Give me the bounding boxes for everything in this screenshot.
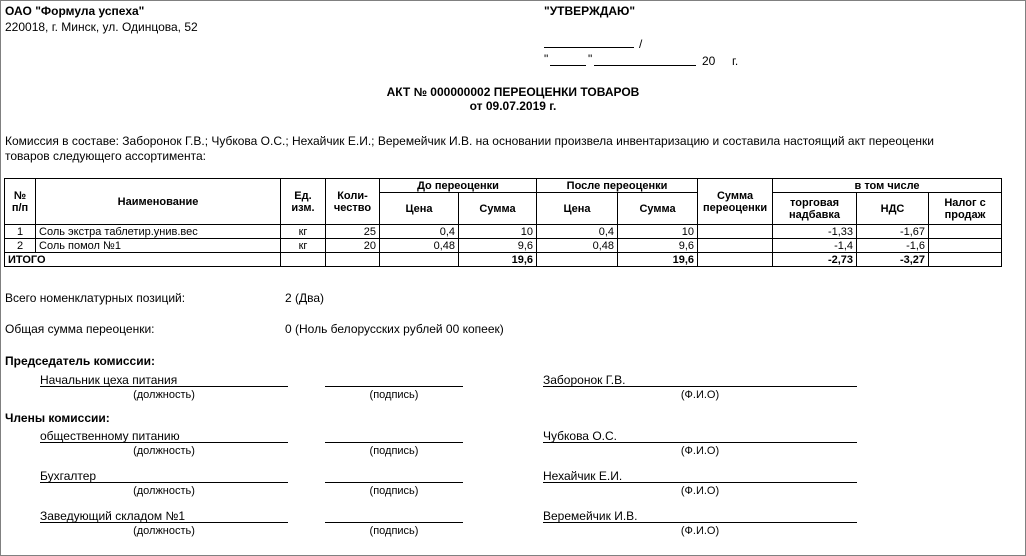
header-before: До переоценки <box>380 179 537 193</box>
header-name: Наименование <box>36 179 281 225</box>
fio-line <box>543 482 857 483</box>
reval-total-label: Общая сумма переоценки: <box>5 322 155 336</box>
cell-price-after: 0,48 <box>537 239 618 253</box>
caption-position: (должность) <box>133 485 195 497</box>
caption-signature: (подпись) <box>369 485 419 497</box>
signature-line <box>325 386 463 387</box>
total-empty-price-before <box>380 253 459 267</box>
act-title: АКТ № 000000002 ПЕРЕОЦЕНКИ ТОВАРОВ <box>386 85 640 99</box>
cell-vat: -1,6 <box>857 239 929 253</box>
total-empty-unit <box>281 253 326 267</box>
header-after: После переоценки <box>537 179 698 193</box>
signature-line <box>325 442 463 443</box>
signer-name: Заборонок Г.В. <box>543 373 626 387</box>
position-line <box>40 522 288 523</box>
signature-line <box>325 522 463 523</box>
total-markup: -2,73 <box>773 253 857 267</box>
reval-total-value: 0 (Ноль белорусских рублей 00 копеек) <box>285 322 504 336</box>
approve-date-quote-close: " <box>588 52 593 66</box>
header-vat: НДС <box>857 193 929 225</box>
cell-sum-after: 9,6 <box>618 239 698 253</box>
header-price-before: Цена <box>380 193 459 225</box>
header-reval-sum: Сумма переоценки <box>698 179 773 225</box>
total-sum-before: 19,6 <box>459 253 537 267</box>
caption-position: (должность) <box>133 445 195 457</box>
revaluation-table <box>4 178 1002 267</box>
header-price-after: Цена <box>537 193 618 225</box>
cell-markup: -1,4 <box>773 239 857 253</box>
table-row <box>5 239 1002 253</box>
header-sales-tax: Налог с продаж <box>929 193 1002 225</box>
approve-year: 20 <box>702 54 716 68</box>
cell-price-before: 0,4 <box>380 225 459 239</box>
table-header-row <box>5 179 1002 193</box>
total-vat: -3,27 <box>857 253 929 267</box>
signer-position: Бухгалтер <box>40 469 97 483</box>
caption-fio: (Ф.И.О) <box>680 389 720 401</box>
total-empty-reval <box>698 253 773 267</box>
act-date: от 09.07.2019 г. <box>469 99 557 113</box>
cell-markup: -1,33 <box>773 225 857 239</box>
chairman-heading: Председатель комиссии: <box>5 354 155 368</box>
cell-sum-after: 10 <box>618 225 698 239</box>
total-empty-qty <box>326 253 380 267</box>
approve-signature-line <box>544 47 634 48</box>
caption-signature: (подпись) <box>369 525 419 537</box>
cell-num: 2 <box>5 239 36 253</box>
cell-reval <box>698 239 773 253</box>
cell-price-before: 0,48 <box>380 239 459 253</box>
signer-name: Веремейчик И.В. <box>543 509 638 523</box>
header-sum-after: Сумма <box>618 193 698 225</box>
positions-value: 2 (Два) <box>285 291 325 305</box>
cell-price-after: 0,4 <box>537 225 618 239</box>
cell-qty: 25 <box>326 225 380 239</box>
table-row <box>5 225 1002 239</box>
cell-unit: кг <box>281 239 326 253</box>
signer-name: Нехайчик Е.И. <box>543 469 623 483</box>
approve-date-quote-open: " <box>544 52 549 66</box>
total-label: ИТОГО <box>5 253 281 267</box>
cell-name: Соль помол №1 <box>36 239 281 253</box>
signer-name: Чубкова О.С. <box>543 429 617 443</box>
table-total-row <box>5 253 1002 267</box>
approve-year-suffix: г. <box>732 54 739 68</box>
header-qty: Коли- чество <box>326 179 380 225</box>
header-num: № п/п <box>5 179 36 225</box>
positions-label: Всего номенклатурных позиций: <box>5 291 186 305</box>
approve-day-line <box>550 65 586 66</box>
fio-line <box>543 442 857 443</box>
caption-fio: (Ф.И.О) <box>680 525 720 537</box>
approve-title: "УТВЕРЖДАЮ" <box>544 4 636 18</box>
org-name: ОАО "Формула успеха" <box>5 4 145 18</box>
header-markup: торговая надбавка <box>773 193 857 225</box>
cell-num: 1 <box>5 225 36 239</box>
position-line <box>40 386 288 387</box>
total-empty-sales-tax <box>929 253 1002 267</box>
fio-line <box>543 386 857 387</box>
cell-vat: -1,67 <box>857 225 929 239</box>
cell-qty: 20 <box>326 239 380 253</box>
org-address: 220018, г. Минск, ул. Одинцова, 52 <box>5 20 198 34</box>
caption-position: (должность) <box>133 389 195 401</box>
signer-position: общественному питанию <box>40 429 180 443</box>
caption-fio: (Ф.И.О) <box>680 485 720 497</box>
caption-fio: (Ф.И.О) <box>680 445 720 457</box>
position-line <box>40 482 288 483</box>
cell-name: Соль экстра таблетир.унив.вес <box>36 225 281 239</box>
position-line <box>40 442 288 443</box>
header-sum-before: Сумма <box>459 193 537 225</box>
approve-month-line <box>594 65 696 66</box>
total-empty-price-after <box>537 253 618 267</box>
cell-reval <box>698 225 773 239</box>
header-unit: Ед. изм. <box>281 179 326 225</box>
members-heading: Члены комиссии: <box>5 411 110 425</box>
caption-signature: (подпись) <box>369 445 419 457</box>
caption-position: (должность) <box>133 525 195 537</box>
cell-sales-tax <box>929 225 1002 239</box>
commission-text-line-2: товаров следующего ассортимента: <box>5 149 206 163</box>
fio-line <box>543 522 857 523</box>
signature-line <box>325 482 463 483</box>
header-including: в том числе <box>773 179 1002 193</box>
approve-slash: / <box>639 37 643 51</box>
commission-text-line-1: Комиссия в составе: Заборонок Г.В.; Чубкова О.С.; Нехайчик Е.И.; Веремейчик И.В. на основании произвела инвентаризацию и составила настоящий акт переоценки <box>5 134 934 148</box>
caption-signature: (подпись) <box>369 389 419 401</box>
cell-sales-tax <box>929 239 1002 253</box>
signer-position: Начальник цеха питания <box>40 373 178 387</box>
cell-sum-before: 10 <box>459 225 537 239</box>
signer-position: Заведующий складом №1 <box>40 509 186 523</box>
cell-sum-before: 9,6 <box>459 239 537 253</box>
total-sum-after: 19,6 <box>618 253 698 267</box>
cell-unit: кг <box>281 225 326 239</box>
